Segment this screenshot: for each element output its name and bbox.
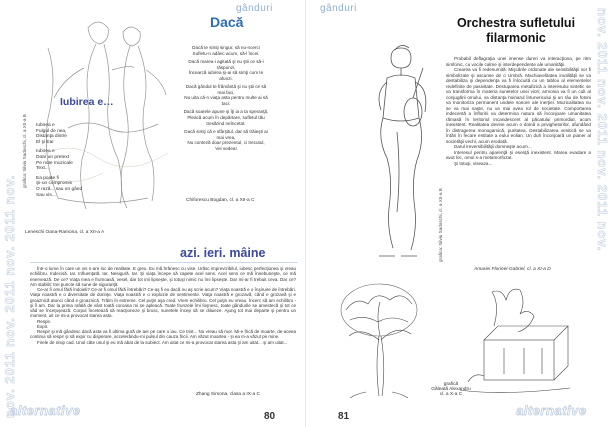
right-decor-strip: nov. 2011 nov. 2011 nov. 2011 nov. [595,8,610,252]
prose-azi-author: Zhang Simona, clasa a IX-a C [196,392,260,397]
left-decor-strip: nov. 2011 nov. 2011 nov. 2011 nov. [2,174,17,418]
graphic-tree-label-line: Găleată Alexandru [431,387,471,392]
page-number-right: 81 [338,411,350,422]
graphic-right-label: grafica: Silviu Sadoschi, cl. a XII-a B [438,188,443,262]
poem-iubirea-stanza: Ea poate fi Şi-un compromis O rază... sau un gând Sau vis... [36,175,83,198]
poem-daca-stanza: Dacă marea-i agitată şi nu ştii ce să-i răspunzi, Încearcă iubirea şi-ai să simţi cum te afunzi. [188,58,264,81]
header-right: gânduri [320,3,357,14]
article-paragraph: Crearea va fi redenumită. Mişcările ordonate ale sensibilităţii vor fi simbolizate şi ascunse de o Umbră. Machiavelitatea inutilităţii se va destabiliza şi dependenţa va fi înlocuită cu un tablou al elementelor redefinite de pasivitate. Destuparea metafizică a interesului sintetic se va transforma în materia sunetelor unei viori; armonia va fi un cult al conjugării omului, va distanţa hoinarul întunericului şi un râu de fotoni va monitoriza permanent undele sonore ale inerţiei. Muzicalitatea nu se va mai naşte, nu va mai avea rol de societate. Comportarea indecentă a înfloririi va determina natura să înconjoare umanitatea rămasă în teritoriul incandescent al păcatului primordial, acum inexistent. Realitatea devine acum o doină a privighetorilor, afundând în distragerea monogamică, puritatea. Destabilizarea venitică se va întări în fecare entitate a eului eolian. Un duh înconjoară un pianer al societăţii vechi, acum erodată. [446,67,591,144]
article-orchestra-author: Amariei Florinel-Gabriel, cl. a XI-a D [474,267,551,272]
prose-azi-title: azi. ieri. mâine [180,246,266,260]
graphic-tree-label-line: grafică [443,382,459,387]
poem-daca-title: Dacă [210,14,244,30]
prose-paragraph: Într-o lume în care un vis n-are loc de realitate. E greu. Eu mă hrănesc cu vise. Urăsc imprevizibilul, iubesc perfecţiunea şi vreau echilibru. Indecisă. Iar. Influenţată. Iar. Nesigură. Iar. Şi viaţa începe să capete acel sens. Acel sens ce mă înnebuneşte, ce mă enervează. De ce? Viaţa mea e frumoasă, vesel, dar tot imi lipseşte, şi totuşi nimic nu îmi lipseşte. Dar mi-ar fi trebuit ceva. Dar ce? Am stabilit: trei puncte să sune de siguranţă. [30,266,296,287]
prose-paragraph: Ce-ar fi omul fără îndoieli? Ce-ar fi omul fără întrebări? Ce-aş fi eu dacă nu aş scrie acum? Viaţa noastră e o înşiruire de întrebări. Viaţa noastră e o diversitate de dorinţe. Viaţa noastră e o explozie de sentimente. Viaţa noastră e grozavă, când e grozavă şi e groaznică atunci când e groaznică. Trăim în extreme. Cel puţin aşa cred. Vrem echilibru. Cel puţin eu vreau. Încerc să am echilibru - şi îl am. Dar la prima rafală de vânt toată coroana mi se apleacă. Toate frunzele îmi foşnesc, toate gândurile se amestecă şi tot ce văd se înceţoşează. Corpul încetează să reacţioneze şi brusc, sunetele încep să se diluieze. Ajung tot mai departe şi pentru un moment, uit ce mi-a provocat starea asta. [30,287,296,319]
poem-daca-stanza: Dacă soarele apune şi îţi ia a ta speranţă, Pleacă acum în depărtare, sufletul tău tresărind neîncetat. [183,109,269,126]
article-paragraph: Şi totuşi, viseaza... [454,160,493,166]
poem-iubirea-title: Iubirea e… [60,96,114,108]
prose-paragraph: Expir. [37,323,49,329]
prose-paragraph: Respir şi mă gândesc dacă asta va fi ultima gură de aer pe care o iau. Ce trist... Nu vreau să mor. Mi-e frică de moarte, de-aceea continui să respir şi să expir cu disperare, accelerându-mi pulsul din cauza fricii. Am văzut moartea - şi ea m-a văzut pe mine. [30,329,296,340]
article-orchestra-title: Orchestra sufletului filarmonic [456,16,576,45]
poem-daca-author: Chiforescu Bogdan, cl. a XII-a C [186,198,255,203]
poem-daca-stanza: Dacă te simţi singur, să nu-ncerci Sufletu-n adânc acum, să-l încei. [192,45,260,56]
prose-azi-body [30,266,296,345]
poem-iubirea-stanza: Iubirea e Doar un pretext Pe note muzicale Text... [36,149,73,172]
article-paragraph: Probabil deflagraţia unei imense dureri va interacţiona, pe ritm simfonic, cu vocile calme şi interdependente ale umanităţii. [446,56,591,67]
prose-paragraph: Respir. [37,318,52,324]
article-paragraph: Interesul pentru aparenţă şi esenţă inexistent. Marea evadare a avut loc, omul s-a metamorfozat. [446,149,591,160]
right-page [305,0,611,427]
poem-daca-stanza: Dacă gândul te frământă şi nu ştii ce să mai faci, Nu uita că-n viaţa asta pentru multe ai să taci. [184,84,268,106]
graphic-tree-label [426,382,476,397]
poem-iubirea-stanza: Iubirea e Fulgul de nea, Distanţa dintre El şi Ea! [36,123,67,146]
poem-daca-stanza: Dacă simţi că e sfârşitul, dar să trăieşti ai mai vrea, Nu conteză doar prezentul, ci trecutul, Vei vedea! [184,128,268,151]
article-orchestra-body [446,56,591,166]
prose-paragraph: Firele de nisip cad. Unul câte unul şi eu mă abat de la subiect. Am uitat ce mi-a provocat starea asta şi am uitat... şi am uitat... [37,339,288,345]
tree-sketch [336,280,422,398]
left-page [0,0,305,427]
musician-sketch [361,42,441,264]
poem-daca-body [176,45,276,154]
footer-left-brand: alternative [10,403,81,418]
graphic-tree-label-line: cl. a X-a C [439,392,463,397]
poem-iubirea-author: Leneschi Oana-Ramona, cl. a XII-a A [25,230,105,235]
graphic-left-label: grafica: Silviu Sadoschi, cl. a XII-a B [22,114,27,188]
page-number-left: 80 [264,411,276,422]
footer-right-brand: alternative [516,403,587,418]
poem-iubirea-body [36,123,106,202]
article-paragraph: Darul ireversibilităţii domneşte acum... [454,144,532,149]
header-left: gânduri [236,3,273,14]
divider [30,262,298,263]
